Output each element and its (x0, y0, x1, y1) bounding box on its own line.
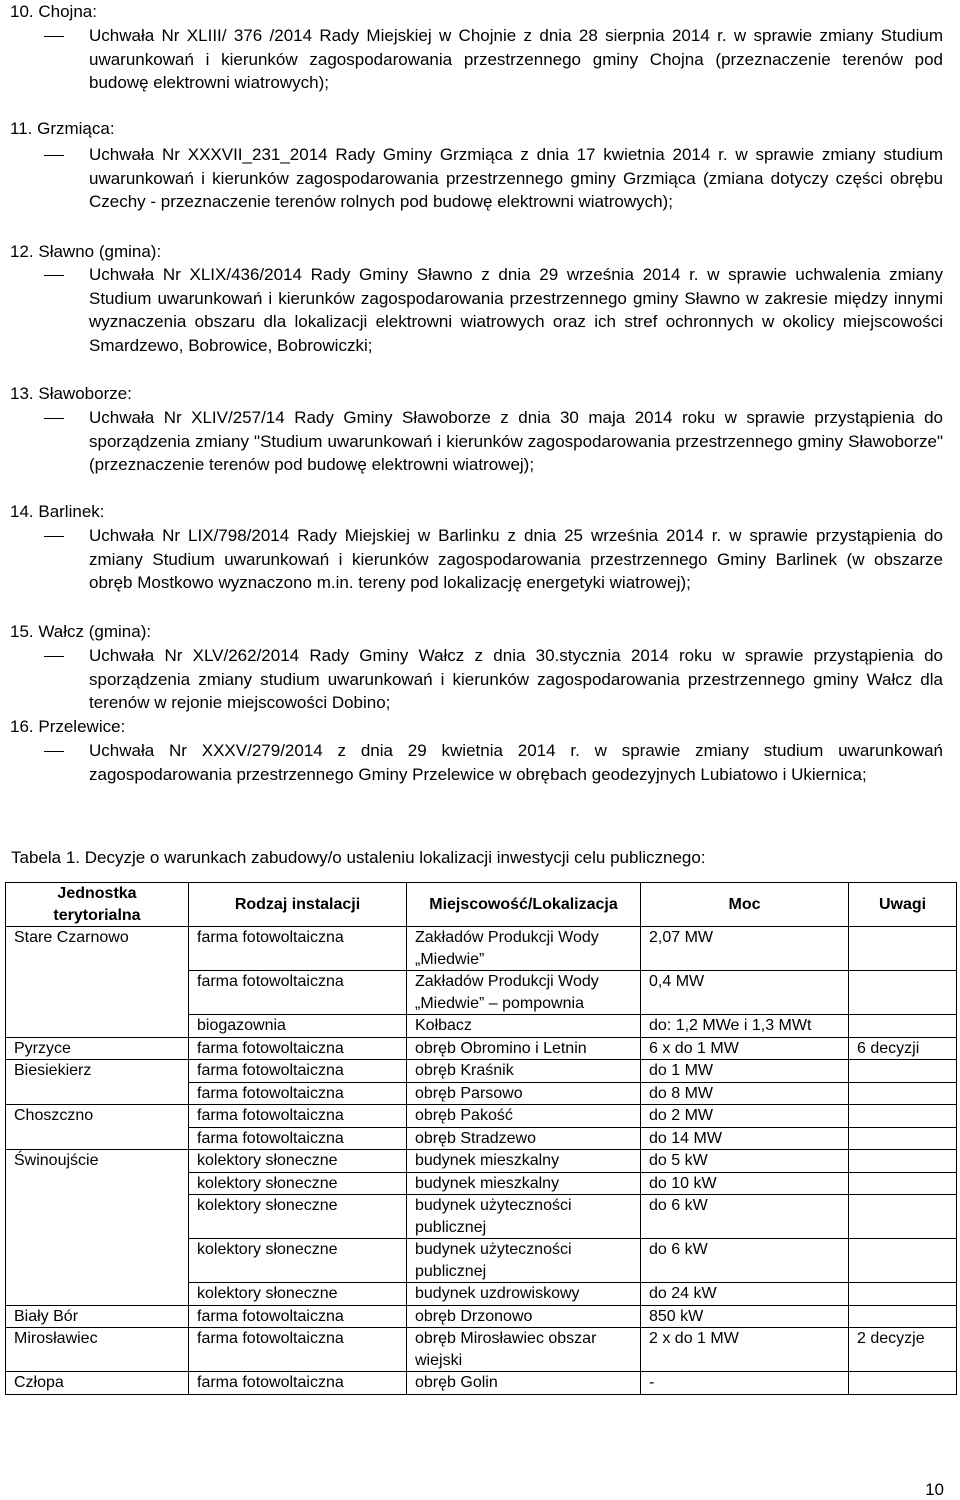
table-cell-uwagi (849, 1283, 957, 1306)
list-item: Uchwała Nr XXXVII_231_2014 Rady Gminy Grzmiąca z dnia 17 kwietnia 2014 r. w sprawie zmiany studium uwarunkowań i kierunków zagospodarowania przestrzennego gminy Grzmiąca (zmiana dotyczy części obrębu Czechy - przeznaczenie terenów rolnych pod budowę elektrowni wiatrowych); (89, 145, 943, 211)
table-cell-lokalizacja: Zakładów Produkcji Wody „Miedwie” (407, 927, 641, 971)
table-cell-rodzaj: kolektory słoneczne (189, 1150, 407, 1173)
table-cell-lokalizacja: Zakładów Produkcji Wody „Miedwie” – pompownia (407, 971, 641, 1015)
table-cell-lokalizacja: obręb Mirosławiec obszar wiejski (407, 1328, 641, 1372)
header-jednostka: Jednostka terytorialna (6, 883, 189, 927)
table-cell-rodzaj: farma fotowoltaiczna (189, 971, 407, 1015)
list-item: Uchwała Nr XXXV/279/2014 z dnia 29 kwietnia 2014 r. w sprawie zmiany studium uwarunkowań zagospodarowania przestrzennego Gminy Przelewice w obrębach geodezyjnych Lubiatowo i Ukiernica; (89, 741, 943, 784)
table-row (6, 1305, 957, 1328)
table-cell-rodzaj: farma fotowoltaiczna (189, 1037, 407, 1060)
section-heading: 10. Chojna: (10, 2, 97, 21)
table-row (6, 1328, 957, 1372)
list-dash (44, 656, 64, 657)
table-cell-rodzaj: kolektory słoneczne (189, 1283, 407, 1306)
table-cell-rodzaj: farma fotowoltaiczna (189, 1105, 407, 1128)
list-dash (44, 275, 64, 276)
list-dash (44, 155, 64, 156)
table-header-row (6, 883, 957, 927)
table-cell-rodzaj: kolektory słoneczne (189, 1172, 407, 1195)
table-cell-rodzaj: farma fotowoltaiczna (189, 1082, 407, 1105)
list-item: Uchwała Nr LIX/798/2014 Rady Miejskiej w Barlinku z dnia 25 września 2014 r. w sprawie przystąpienia do zmiany Studium uwarunkowań i kierunków zagospodarowania przestrzennego Gminy Barlinek (w obszarze obręb Mostkowo wyznaczono m.in. tereny pod lokalizację energetyki wiatrowej); (89, 526, 943, 592)
table-cell-moc: 2,07 MW (641, 927, 849, 971)
table-cell-uwagi (849, 1239, 957, 1283)
table-cell-moc: 850 kW (641, 1305, 849, 1328)
table-cell-jednostka: Biały Bór (6, 1305, 189, 1328)
table-cell-lokalizacja: budynek użyteczności publicznej (407, 1195, 641, 1239)
table-row (6, 1060, 957, 1083)
table-cell-jednostka: Biesiekierz (6, 1060, 189, 1105)
table-cell-rodzaj: farma fotowoltaiczna (189, 1060, 407, 1083)
table-cell-moc: do 8 MW (641, 1082, 849, 1105)
table-cell-uwagi (849, 971, 957, 1015)
table-row (6, 1150, 957, 1173)
table-cell-rodzaj: farma fotowoltaiczna (189, 1127, 407, 1150)
list-dash (44, 536, 64, 537)
table-cell-uwagi (849, 1372, 957, 1395)
table-cell-uwagi (849, 927, 957, 971)
table-cell-moc: do 1 MW (641, 1060, 849, 1083)
table-cell-moc: do 6 kW (641, 1239, 849, 1283)
table-cell-uwagi (849, 1015, 957, 1038)
header-lokalizacja: Miejscowość/Lokalizacja (407, 883, 641, 927)
list-item: Uchwała Nr XLIII/ 376 /2014 Rady Miejskiej w Chojnie z dnia 28 sierpnia 2014 r. w sprawie zmiany Studium uwarunkowań i kierunków zagospodarowania przestrzennego gminy Chojna (przeznaczenie terenów pod budowę elektrowni wiatrowych); (89, 26, 943, 92)
table-cell-jednostka: Świnoujście (6, 1150, 189, 1306)
table-cell-jednostka: Człopa (6, 1372, 189, 1395)
header-moc: Moc (641, 883, 849, 927)
table-cell-lokalizacja: obręb Pakość (407, 1105, 641, 1128)
table-cell-rodzaj: biogazownia (189, 1015, 407, 1038)
list-item: Uchwała Nr XLIV/257/14 Rady Gminy Sławoborze z dnia 30 maja 2014 roku w sprawie przystąpienia do sporządzenia zmiany "Studium uwarunkowań i kierunków zagospodarowania przestrzennego gminy Sławoborze" (przeznaczenie terenów pod budowę elektrowni wiatrowej); (89, 408, 943, 474)
table-cell-jednostka: Pyrzyce (6, 1037, 189, 1060)
table-cell-jednostka: Stare Czarnowo (6, 927, 189, 1038)
list-item: Uchwała Nr XLV/262/2014 Rady Gminy Wałcz z dnia 30.stycznia 2014 roku w sprawie przystąpienia do sporządzenia zmiany studium uwarunkowań i kierunków zagospodarowania przestrzennego gminy Wałcz dla terenów w rejonie miejscowości Dobino; (89, 646, 943, 712)
table-cell-moc: do 5 kW (641, 1150, 849, 1173)
table-cell-lokalizacja: budynek użyteczności publicznej (407, 1239, 641, 1283)
table-cell-uwagi: 2 decyzje (849, 1328, 957, 1372)
table-cell-lokalizacja: obręb Kraśnik (407, 1060, 641, 1083)
page-number: 10 (925, 1480, 944, 1499)
table-cell-lokalizacja: budynek mieszkalny (407, 1172, 641, 1195)
table-cell-uwagi (849, 1150, 957, 1173)
table-cell-uwagi (849, 1195, 957, 1239)
section-heading: 15. Wałcz (gmina): (10, 622, 152, 641)
table-cell-uwagi (849, 1082, 957, 1105)
section-heading: 16. Przelewice: (10, 717, 126, 736)
table-row (6, 927, 957, 971)
header-uwagi: Uwagi (849, 883, 957, 927)
table-cell-moc: 2 x do 1 MW (641, 1328, 849, 1372)
table-cell-moc: do 2 MW (641, 1105, 849, 1128)
list-item: Uchwała Nr XLIX/436/2014 Rady Gminy Sławno z dnia 29 września 2014 r. w sprawie uchwalenia zmiany Studium uwarunkowań i kierunków zagospodarowania przestrzennego gminy Sławno w zakresie między innymi wyznaczenia obszaru dla lokalizacji elektrowni wiatrowych oraz ich stref ochronnych w okolicy miejscowości Smardzewo, Bobrowice, Bobrowiczki; (89, 265, 943, 355)
table-cell-lokalizacja: budynek mieszkalny (407, 1150, 641, 1173)
table-cell-rodzaj: farma fotowoltaiczna (189, 927, 407, 971)
table-cell-rodzaj: farma fotowoltaiczna (189, 1305, 407, 1328)
table-cell-moc: - (641, 1372, 849, 1395)
list-dash (44, 418, 64, 419)
table-cell-lokalizacja: obręb Obromino i Letnin (407, 1037, 641, 1060)
table-body (6, 927, 957, 1395)
table-cell-uwagi (849, 1105, 957, 1128)
table-caption: Tabela 1. Decyzje o warunkach zabudowy/o ustaleniu lokalizacji inwestycji celu publicznego: (11, 848, 706, 867)
table-cell-jednostka: Mirosławiec (6, 1328, 189, 1372)
header-rodzaj: Rodzaj instalacji (189, 883, 407, 927)
table-cell-moc: do 24 kW (641, 1283, 849, 1306)
section-heading: 12. Sławno (gmina): (10, 242, 162, 261)
table-cell-lokalizacja: obręb Parsowo (407, 1082, 641, 1105)
list-dash (44, 751, 64, 752)
table-cell-moc: 0,4 MW (641, 971, 849, 1015)
table-cell-jednostka: Choszczno (6, 1105, 189, 1150)
table-row (6, 1105, 957, 1128)
section-heading: 13. Sławoborze: (10, 384, 132, 403)
decisions-table (5, 882, 957, 1395)
table-cell-uwagi (849, 1127, 957, 1150)
section-heading: 11. Grzmiąca: (10, 119, 115, 138)
table-cell-rodzaj: farma fotowoltaiczna (189, 1372, 407, 1395)
table-cell-uwagi (849, 1172, 957, 1195)
table-cell-moc: do: 1,2 MWe i 1,3 MWt (641, 1015, 849, 1038)
table-cell-uwagi (849, 1060, 957, 1083)
table-cell-lokalizacja: obręb Golin (407, 1372, 641, 1395)
table-row (6, 1037, 957, 1060)
table-row (6, 1372, 957, 1395)
table-cell-lokalizacja: budynek uzdrowiskowy (407, 1283, 641, 1306)
table-cell-uwagi: 6 decyzji (849, 1037, 957, 1060)
table-cell-moc: do 14 MW (641, 1127, 849, 1150)
table-cell-lokalizacja: obręb Drzonowo (407, 1305, 641, 1328)
table-cell-lokalizacja: obręb Stradzewo (407, 1127, 641, 1150)
table-cell-moc: do 6 kW (641, 1195, 849, 1239)
list-dash (44, 36, 64, 37)
table-cell-rodzaj: farma fotowoltaiczna (189, 1328, 407, 1372)
table-cell-rodzaj: kolektory słoneczne (189, 1239, 407, 1283)
section-heading: 14. Barlinek: (10, 502, 105, 521)
table-cell-moc: do 10 kW (641, 1172, 849, 1195)
table-cell-uwagi (849, 1305, 957, 1328)
table-cell-moc: 6 x do 1 MW (641, 1037, 849, 1060)
table-cell-rodzaj: kolektory słoneczne (189, 1195, 407, 1239)
table-cell-lokalizacja: Kołbacz (407, 1015, 641, 1038)
